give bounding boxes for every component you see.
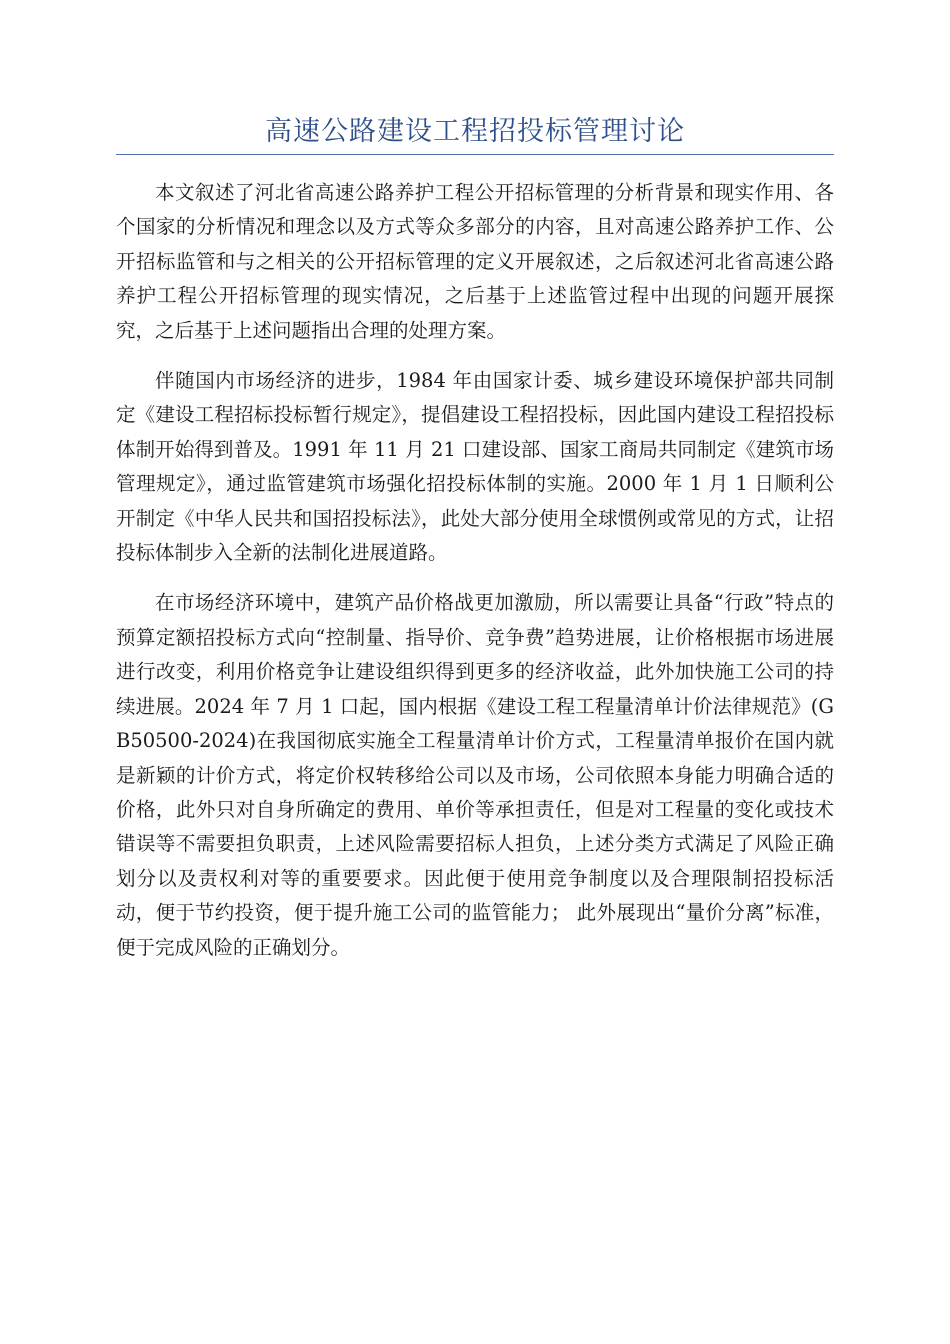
document-title: 高速公路建设工程招投标管理讨论 (265, 116, 685, 147)
document-body (116, 176, 834, 981)
title-underline (116, 154, 834, 155)
paragraph-1: 本文叙述了河北省高速公路养护工程公开招标管理的分析背景和现实作用、各个国家的分析情况和理念以及方式等众多部分的内容，且对高速公路养护工作、公开招标监管和与之相关的公开招标管理的定义开展叙述，之后叙述河北省高速公路养护工程公开招标管理的现实情况，之后基于上述监管过程中出现的问题开展探究，之后基于上述问题指出合理的处理方案。 (116, 181, 834, 342)
paragraph-2: 伴随国内市场经济的进步，1984 年由国家计委、城乡建设环境保护部共同制定《建设工程招标投标暂行规定》，提倡建设工程招投标，因此国内建设工程招投标体制开始得到普及。1991 年 11 月 21 口建设部、国家工商局共同制定《建筑市场管理规定》，通过监管建筑市场强化招投标体制的实施。2000 年 1 月 1 日顺利公开制定《中华人民共和国招投标法》，此处大部分使用全球惯例或常见的方式，让招投标体制步入全新的法制化进展道路。 (116, 369, 834, 565)
paragraph-3: 在市场经济环境中，建筑产品价格战更加激励，所以需要让具备“行政”特点的预算定额招投标方式向“控制量、指导价、竞争费”趋势进展，让价格根据市场进展进行改变，利用价格竞争让建设组织得到更多的经济收益，此外加快施工公司的持续进展。2024 年 7 月 1 口起，国内根据《建设工程工程量清单计价法律规范》(GB50500-2024)在我国彻底实施全工程量清单计价方式，工程量清单报价在国内就是新颖的计价方式，将定价权转移给公司以及市场，公司依照本身能力明确合适的价格，此外只对自身所确定的费用、单价等承担责任，但是对工程量的变化或技术错误等不需要担负职责，上述风险需要招标人担负，上述分类方式满足了风险正确划分以及责权利对等的重要要求。因此便于使用竞争制度以及合理限制招投标活动，便于节约投资，便于提升施工公司的监管能力； 此外展现出“量价分离”标准，便于完成风险的正确划分。 (116, 591, 834, 959)
